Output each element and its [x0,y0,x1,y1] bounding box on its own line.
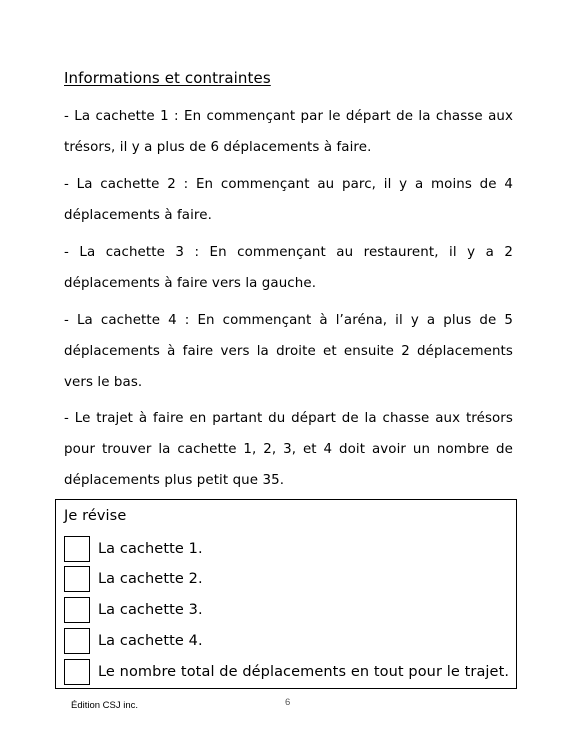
review-title: Je révise [64,508,127,524]
constraint-total-trajet: - Le trajet à faire en partant du départ de la chasse aux trésors pour trouver la cachette 1, 2, 3, et 4 doit avoir un nombre de déplacements plus petit que 35. [64,411,513,488]
checklist-item-total [64,658,509,685]
checkbox[interactable] [64,597,90,623]
review-checklist-box [55,499,517,689]
checklist-label: La cachette 4. [98,632,203,649]
checklist-item-cachette-1 [64,535,203,562]
checkbox[interactable] [64,566,90,592]
checklist-item-cachette-4 [64,627,203,654]
page-number: 6 [285,697,291,708]
constraint-cachette-3: - La cachette 3 : En commençant au restaurent, il y a 2 déplacements à faire vers la gauche. [64,245,513,291]
checkbox[interactable] [64,659,90,685]
checklist-label: La cachette 2. [98,570,203,587]
checklist-label: La cachette 1. [98,540,203,557]
checklist-label: Le nombre total de déplacements en tout pour le trajet. [98,663,510,680]
section-heading: Informations et contraintes [64,69,271,87]
constraint-cachette-1: - La cachette 1 : En commençant par le départ de la chasse aux trésors, il y a plus de 6 déplacements à faire. [64,109,513,155]
checkbox[interactable] [64,628,90,654]
constraint-cachette-2: - La cachette 2 : En commençant au parc, il y a moins de 4 déplacements à faire. [64,177,513,223]
checklist-item-cachette-3 [64,596,203,623]
constraint-cachette-4: - La cachette 4 : En commençant à l’aréna, il y a plus de 5 déplacements à faire vers la droite et ensuite 2 déplacements vers le bas. [64,313,513,390]
publisher-footer: Édition CSJ inc. [71,700,139,711]
checkbox[interactable] [64,536,90,562]
checklist-label: La cachette 3. [98,601,203,618]
checklist-item-cachette-2 [64,565,203,592]
